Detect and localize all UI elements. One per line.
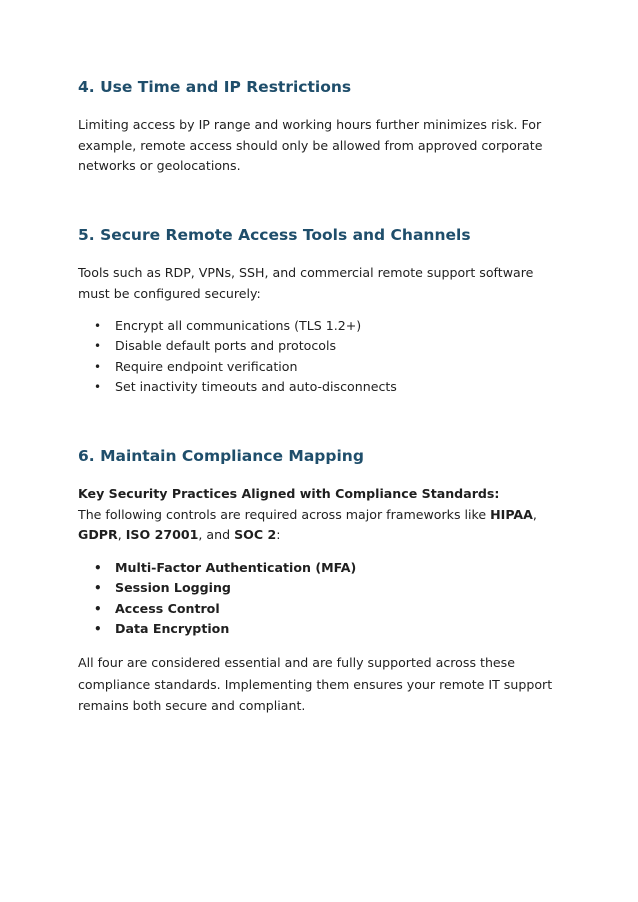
section-5-bullet-list xyxy=(78,316,397,397)
section-6-heading: 6. Maintain Compliance Mapping xyxy=(78,447,364,465)
bullet-icon: • xyxy=(94,561,102,575)
list-item-text: Access Control xyxy=(115,600,220,616)
list-item xyxy=(78,357,397,377)
bullet-icon: • xyxy=(94,359,102,374)
bullet-icon: • xyxy=(94,621,102,636)
list-item-text: Require endpoint verification xyxy=(115,358,298,374)
list-item-text: Session Logging xyxy=(115,580,231,596)
list-item-text: Encrypt all communications (TLS 1.2+) xyxy=(115,318,362,333)
framework-soc-2: SOC 2 xyxy=(234,527,277,542)
intro-text: The following controls are required across major frameworks like xyxy=(78,506,491,522)
bullet-icon: • xyxy=(94,319,102,333)
section-6-subheading: Key Security Practices Aligned with Compliance Standards: xyxy=(78,486,500,501)
section-6-closing: All four are considered essential and are fully supported across these compliance standards. Implementing them ensures your remote IT support remains both secure and compliant. xyxy=(78,655,553,713)
section-6-intro xyxy=(78,484,558,546)
bullet-icon: • xyxy=(94,601,102,616)
bullet-icon: • xyxy=(94,581,102,596)
separator: , xyxy=(117,527,126,542)
section-4-body: Limiting access by IP range and working hours further minimizes risk. For example, remote access should only be allowed from approved corporate networks or geolocations. xyxy=(78,117,543,173)
list-item xyxy=(78,619,356,639)
list-item-text: Disable default ports and protocols xyxy=(115,338,337,354)
section-4-heading: 4. Use Time and IP Restrictions xyxy=(78,78,352,96)
section-5-intro: Tools such as RDP, VPNs, SSH, and commercial remote support software must be configured securely: xyxy=(78,265,534,301)
framework-hipaa: HIPAA xyxy=(490,506,533,522)
separator: , xyxy=(532,506,537,522)
bullet-icon: • xyxy=(94,339,102,354)
list-item xyxy=(78,578,356,598)
list-item xyxy=(78,377,397,397)
framework-gdpr: GDPR xyxy=(78,527,118,542)
framework-iso-27001: ISO 27001 xyxy=(125,527,199,542)
intro-suffix: : xyxy=(276,527,281,542)
list-item-text: Multi-Factor Authentication (MFA) xyxy=(115,560,357,575)
list-item xyxy=(78,316,397,336)
list-item xyxy=(78,336,397,356)
section-6-bullet-list xyxy=(78,558,356,639)
list-item xyxy=(78,558,356,578)
separator: , and xyxy=(198,527,235,542)
bullet-icon: • xyxy=(94,379,102,394)
list-item-text: Data Encryption xyxy=(115,620,230,636)
list-item xyxy=(78,599,356,619)
section-5-heading: 5. Secure Remote Access Tools and Channels xyxy=(78,226,471,244)
list-item-text: Set inactivity timeouts and auto-disconnects xyxy=(115,378,397,394)
